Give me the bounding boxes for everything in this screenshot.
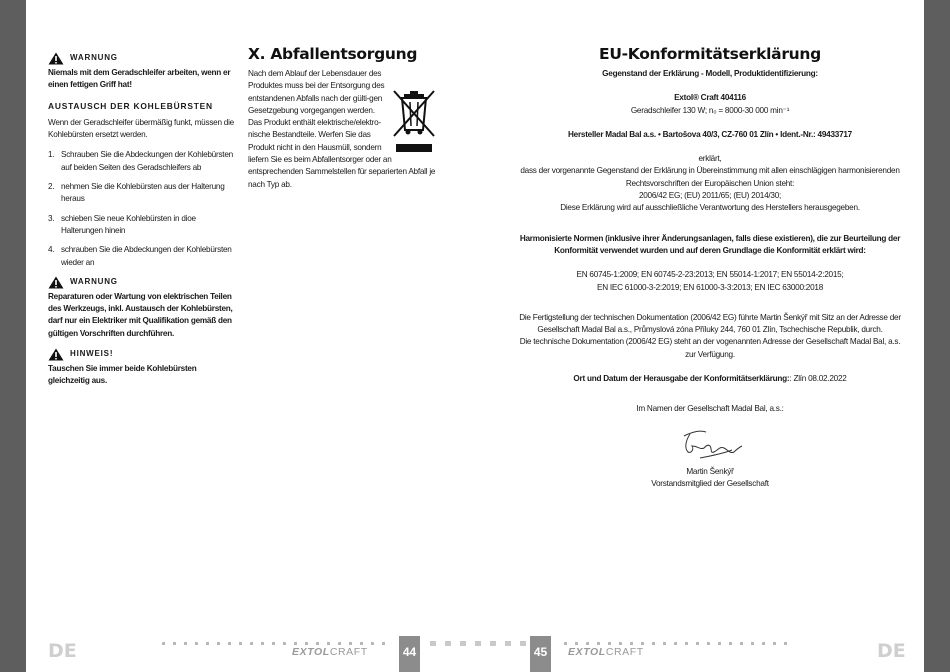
subject-heading: Gegenstand der Erklärung - Modell, Produktidentifizierung:: [602, 69, 818, 78]
weee-symbol: [390, 88, 438, 154]
list-item: [48, 181, 236, 206]
step-number: 4.: [48, 245, 55, 255]
step-number: 3.: [48, 213, 55, 223]
declares-text: erklärt,: [698, 154, 722, 164]
signer-role: Vorstandsmitglied der Gesellschaft: [651, 478, 769, 488]
brush-steps-list: [48, 149, 236, 268]
manufacturer-line: Hersteller Madal Bal a.s. • Bartošova 40/3, CZ-760 01 Zlín • Ident.-Nr.: 49433717: [567, 129, 852, 139]
on-behalf-text: Im Namen der Gesellschaft Madal Bal, a.s.:: [636, 404, 784, 414]
tech-doc-text: Die Fertigstellung der technischen Dokumentation (2006/42 EG) führte Martin Šenkýř mit Sitz an der Adresse der Gesellschaft Madal Bal a.s., Průmyslová zóna Příluky 244, 760 01 Zlín, Tschechische Republik, durch.: [519, 312, 901, 335]
page-number-right: 45: [530, 636, 551, 672]
warning-label: WARNUNG: [70, 53, 118, 63]
section-heading-brushes: AUSTAUSCH DER KOHLEBÜRSTEN: [48, 100, 213, 111]
hint-label: HINWEIS!: [70, 349, 114, 359]
product-name: Extol® Craft 404116: [674, 93, 746, 103]
warning-triangle-icon: [48, 348, 64, 361]
list-item: [48, 213, 236, 238]
brand-bold: EXTOL: [292, 646, 330, 658]
brand-logo-right: [568, 646, 644, 658]
step-text: nehmen Sie die Kohlebürsten aus der Halterung heraus: [61, 182, 225, 204]
page-footer: [26, 632, 924, 672]
step-number: 1.: [48, 150, 55, 160]
brand-logo-left: [292, 646, 368, 658]
left-column: [48, 52, 236, 388]
standards-line: EN 60745-1:2009; EN 60745-2-23:2013; EN 55014-1:2017; EN 55014-2:2015;: [576, 270, 844, 280]
crossed-out-bin-icon: [390, 88, 438, 154]
step-number: 2.: [48, 182, 55, 192]
language-code-right: DE: [877, 640, 906, 662]
responsibility-text: Diese Erklärung wird auf ausschließliche Verantwortung des Herstellers herausgegeben.: [560, 203, 860, 213]
disposal-text: Nach dem Ablauf der Lebensdauer des Produktes muss bei der Entsorgung des entstandenen Abfalls nach der gülti-gen Gesetzgebung vorgegangen werden. Das Produkt enthält elektrische/elektro-nische Bestandteile. Werfen Sie das Produkt nicht in den Hausmüll, sondern liefern Sie es beim Abfallentsorger oder an entsprechenden Sammelstellen für separierten Abfall je nach Typ ab.: [248, 69, 436, 189]
warning-triangle-icon: [48, 276, 64, 289]
list-item: [48, 149, 236, 174]
step-text: schrauben Sie die Abdeckungen der Kohlebürsten wieder an: [61, 245, 232, 267]
footer-dots-center: [430, 641, 526, 645]
list-item: [48, 244, 236, 269]
hint-text: Tauschen Sie immer beide Kohlebürsten gleichzeitig aus.: [48, 364, 197, 386]
step-text: schieben Sie neue Kohlebürsten in dioe Halterungen hinein: [61, 213, 196, 235]
page-number-left: 44: [399, 636, 420, 672]
standards-line: EN IEC 61000-3-2:2019; EN 61000-3-3:2013; EN IEC 63000:2018: [596, 282, 824, 292]
brand-bold: EXTOL: [568, 646, 606, 658]
warning-label: WARNUNG: [70, 277, 118, 287]
signature-area: [518, 418, 902, 466]
brush-intro-text: Wenn der Geradschleifer übermäßig funkt, müssen die Kohlebürsten ersetzt werden.: [48, 117, 234, 140]
section-title: EU-Konformitätserklärung: [599, 45, 821, 63]
warning-triangle-icon: [48, 52, 64, 65]
warning-text: Reparaturen oder Wartung von elektrischen Teilen des Werkzeugs, inkl. Austausch der Kohlebürsten, darf nur ein Elektriker mit Qualifikation gemäß den gültigen Vorschriften durchführen.: [48, 291, 233, 338]
place-date-label: Ort und Datum der Herausgabe der Konformitätserklärung:: [573, 374, 790, 384]
warning-text: Niemals mit dem Geradschleifer arbeiten, wenn er einen fettigen Griff hat!: [48, 68, 231, 90]
right-column: [518, 44, 902, 490]
brand-light: CRAFT: [329, 646, 368, 658]
middle-column: [248, 44, 438, 191]
language-code-left: DE: [48, 640, 77, 662]
hint-header: [48, 348, 236, 361]
product-description: Geradschleifer 130 W; n₀ = 8000-30 000 min⁻¹: [630, 105, 790, 115]
brand-light: CRAFT: [605, 646, 644, 658]
handwritten-signature: [670, 420, 750, 464]
place-date-value: : Zlín 08.02.2022: [789, 374, 847, 384]
signer-name: Martin Šenkýř: [686, 466, 734, 476]
directives-text: 2006/42 EG; (EU) 2011/65; (EU) 2014/30;: [638, 191, 782, 201]
warning-header: [48, 276, 236, 289]
warning-header: [48, 52, 236, 65]
declaration-text: dass der vorgenannte Gegenstand der Erklärung in Übereinstimmung mit allen einschlägigen harmonisierenden Rechtsvorschriften der Europäischen Union steht:: [520, 166, 900, 188]
standards-heading: Harmonisierte Normen (inklusive ihrer Änderungsanlagen, falls diese existieren), die zur Beurteilung der Konformität verwendet wurden und auf deren Grundlage die Konformität erklärt wird:: [519, 233, 901, 255]
tech-doc-text: Die technische Dokumentation (2006/42 EG) steht an der vogenannten Adresse der Gesellschaft Madal Bal, a.s. zur Verfügung.: [519, 337, 901, 359]
section-title: X. Abfallentsorgung: [248, 45, 418, 63]
place-date-line: [518, 373, 902, 385]
step-text: Schrauben Sie die Abdeckungen der Kohlebürsten auf beiden Seiten des Geradschleifers ab: [61, 150, 233, 172]
document-page: [26, 0, 924, 672]
